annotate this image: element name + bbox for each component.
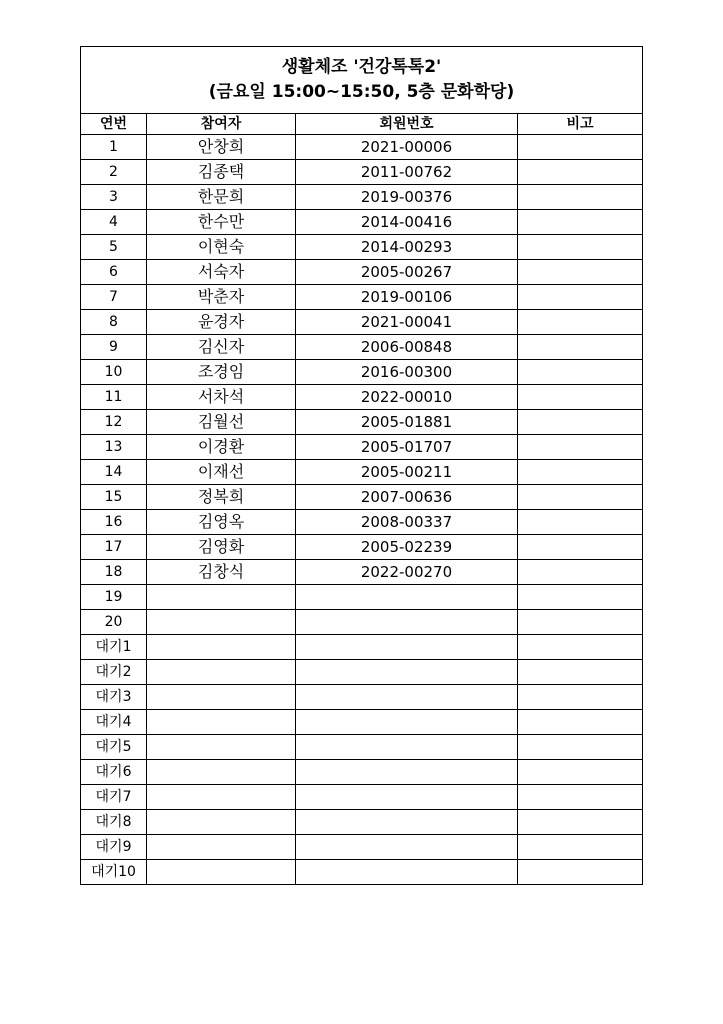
table-row — [81, 235, 643, 260]
participant-name: 김종택 — [147, 160, 296, 185]
member-id: 2005-00267 — [296, 260, 518, 285]
row-number: 2 — [81, 160, 147, 185]
participant-name — [147, 760, 296, 785]
note-cell — [518, 560, 643, 585]
participant-name: 윤경자 — [147, 310, 296, 335]
member-id — [296, 635, 518, 660]
member-id — [296, 760, 518, 785]
note-cell — [518, 410, 643, 435]
participant-name: 한문희 — [147, 185, 296, 210]
member-id: 2005-02239 — [296, 535, 518, 560]
row-number: 13 — [81, 435, 147, 460]
member-id: 2007-00636 — [296, 485, 518, 510]
member-id: 2005-01881 — [296, 410, 518, 435]
row-number: 9 — [81, 335, 147, 360]
row-number: 대기1 — [81, 635, 147, 660]
row-number: 16 — [81, 510, 147, 535]
table-row — [81, 660, 643, 685]
member-id: 2019-00106 — [296, 285, 518, 310]
member-id — [296, 660, 518, 685]
member-id: 2014-00416 — [296, 210, 518, 235]
row-number: 18 — [81, 560, 147, 585]
note-cell — [518, 785, 643, 810]
member-id — [296, 860, 518, 885]
note-cell — [518, 385, 643, 410]
table-row — [81, 760, 643, 785]
note-cell — [518, 160, 643, 185]
note-cell — [518, 760, 643, 785]
row-number: 대기9 — [81, 835, 147, 860]
note-cell — [518, 535, 643, 560]
note-cell — [518, 485, 643, 510]
table-row — [81, 860, 643, 885]
row-number: 17 — [81, 535, 147, 560]
page-title: 생활체조 '건강톡톡2' — [281, 57, 442, 77]
member-id: 2019-00376 — [296, 185, 518, 210]
participant-name: 이현숙 — [147, 235, 296, 260]
participant-name — [147, 685, 296, 710]
note-cell — [518, 435, 643, 460]
note-cell — [518, 860, 643, 885]
row-number: 3 — [81, 185, 147, 210]
row-number: 대기2 — [81, 660, 147, 685]
participant-name: 박춘자 — [147, 285, 296, 310]
participant-name — [147, 860, 296, 885]
participant-table — [80, 46, 643, 885]
note-cell — [518, 735, 643, 760]
note-cell — [518, 260, 643, 285]
table-row — [81, 510, 643, 535]
page-subtitle: (금요일 15:00~15:50, 5층 문화학당) — [208, 82, 515, 102]
row-number: 20 — [81, 610, 147, 635]
participant-name — [147, 835, 296, 860]
row-number: 10 — [81, 360, 147, 385]
column-header-note: 비고 — [518, 114, 643, 135]
table-row — [81, 135, 643, 160]
row-number: 7 — [81, 285, 147, 310]
participant-name: 김영옥 — [147, 510, 296, 535]
table-row — [81, 185, 643, 210]
row-number: 12 — [81, 410, 147, 435]
participant-name: 김신자 — [147, 335, 296, 360]
row-number: 14 — [81, 460, 147, 485]
table-row — [81, 385, 643, 410]
table-row — [81, 285, 643, 310]
table-row — [81, 460, 643, 485]
table-row — [81, 635, 643, 660]
participant-name: 정복희 — [147, 485, 296, 510]
row-number: 대기8 — [81, 810, 147, 835]
note-cell — [518, 135, 643, 160]
note-cell — [518, 585, 643, 610]
table-row — [81, 210, 643, 235]
member-id — [296, 735, 518, 760]
column-header-name: 참여자 — [147, 114, 296, 135]
row-number: 대기10 — [81, 860, 147, 885]
row-number: 11 — [81, 385, 147, 410]
table-row — [81, 685, 643, 710]
participant-name — [147, 660, 296, 685]
participant-name — [147, 585, 296, 610]
row-number: 대기4 — [81, 710, 147, 735]
table-row — [81, 835, 643, 860]
table-row — [81, 710, 643, 735]
participant-name: 서숙자 — [147, 260, 296, 285]
member-id — [296, 785, 518, 810]
participant-name: 김월선 — [147, 410, 296, 435]
note-cell — [518, 610, 643, 635]
member-id: 2005-00211 — [296, 460, 518, 485]
table-row — [81, 785, 643, 810]
note-cell — [518, 710, 643, 735]
note-cell — [518, 335, 643, 360]
row-number: 4 — [81, 210, 147, 235]
note-cell — [518, 310, 643, 335]
member-id: 2006-00848 — [296, 335, 518, 360]
member-id: 2021-00006 — [296, 135, 518, 160]
roster-sheet — [80, 46, 642, 885]
table-row — [81, 160, 643, 185]
row-number: 1 — [81, 135, 147, 160]
member-id: 2005-01707 — [296, 435, 518, 460]
participant-name: 한수만 — [147, 210, 296, 235]
member-id: 2016-00300 — [296, 360, 518, 385]
table-row — [81, 360, 643, 385]
row-number: 대기6 — [81, 760, 147, 785]
participant-name — [147, 635, 296, 660]
note-cell — [518, 510, 643, 535]
note-cell — [518, 210, 643, 235]
member-id: 2011-00762 — [296, 160, 518, 185]
note-cell — [518, 460, 643, 485]
row-number: 6 — [81, 260, 147, 285]
table-row — [81, 335, 643, 360]
participant-name: 이경환 — [147, 435, 296, 460]
table-row — [81, 485, 643, 510]
row-number: 15 — [81, 485, 147, 510]
table-row — [81, 560, 643, 585]
table-body — [81, 135, 643, 885]
row-number: 대기3 — [81, 685, 147, 710]
column-header-member-id: 회원번호 — [296, 114, 518, 135]
note-cell — [518, 285, 643, 310]
participant-name — [147, 810, 296, 835]
table-row — [81, 310, 643, 335]
participant-name: 서차석 — [147, 385, 296, 410]
member-id — [296, 610, 518, 635]
note-cell — [518, 810, 643, 835]
member-id — [296, 585, 518, 610]
table-row — [81, 410, 643, 435]
row-number: 19 — [81, 585, 147, 610]
member-id — [296, 835, 518, 860]
member-id: 2014-00293 — [296, 235, 518, 260]
row-number: 대기5 — [81, 735, 147, 760]
row-number: 8 — [81, 310, 147, 335]
column-header-no: 연번 — [81, 114, 147, 135]
table-row — [81, 735, 643, 760]
participant-name — [147, 735, 296, 760]
participant-name: 김영화 — [147, 535, 296, 560]
header-row — [81, 114, 643, 135]
table-row — [81, 260, 643, 285]
member-id — [296, 685, 518, 710]
table-row — [81, 435, 643, 460]
member-id: 2022-00270 — [296, 560, 518, 585]
participant-name — [147, 785, 296, 810]
note-cell — [518, 360, 643, 385]
title-row — [81, 47, 643, 114]
table-row — [81, 610, 643, 635]
table-row — [81, 535, 643, 560]
participant-name — [147, 710, 296, 735]
participant-name: 안창희 — [147, 135, 296, 160]
title-cell — [81, 47, 643, 114]
note-cell — [518, 185, 643, 210]
note-cell — [518, 660, 643, 685]
table-row — [81, 810, 643, 835]
row-number: 5 — [81, 235, 147, 260]
member-id — [296, 710, 518, 735]
note-cell — [518, 835, 643, 860]
note-cell — [518, 635, 643, 660]
member-id: 2021-00041 — [296, 310, 518, 335]
member-id: 2008-00337 — [296, 510, 518, 535]
note-cell — [518, 685, 643, 710]
participant-name — [147, 610, 296, 635]
member-id — [296, 810, 518, 835]
participant-name: 이재선 — [147, 460, 296, 485]
participant-name: 조경임 — [147, 360, 296, 385]
member-id: 2022-00010 — [296, 385, 518, 410]
row-number: 대기7 — [81, 785, 147, 810]
table-row — [81, 585, 643, 610]
participant-name: 김창식 — [147, 560, 296, 585]
note-cell — [518, 235, 643, 260]
